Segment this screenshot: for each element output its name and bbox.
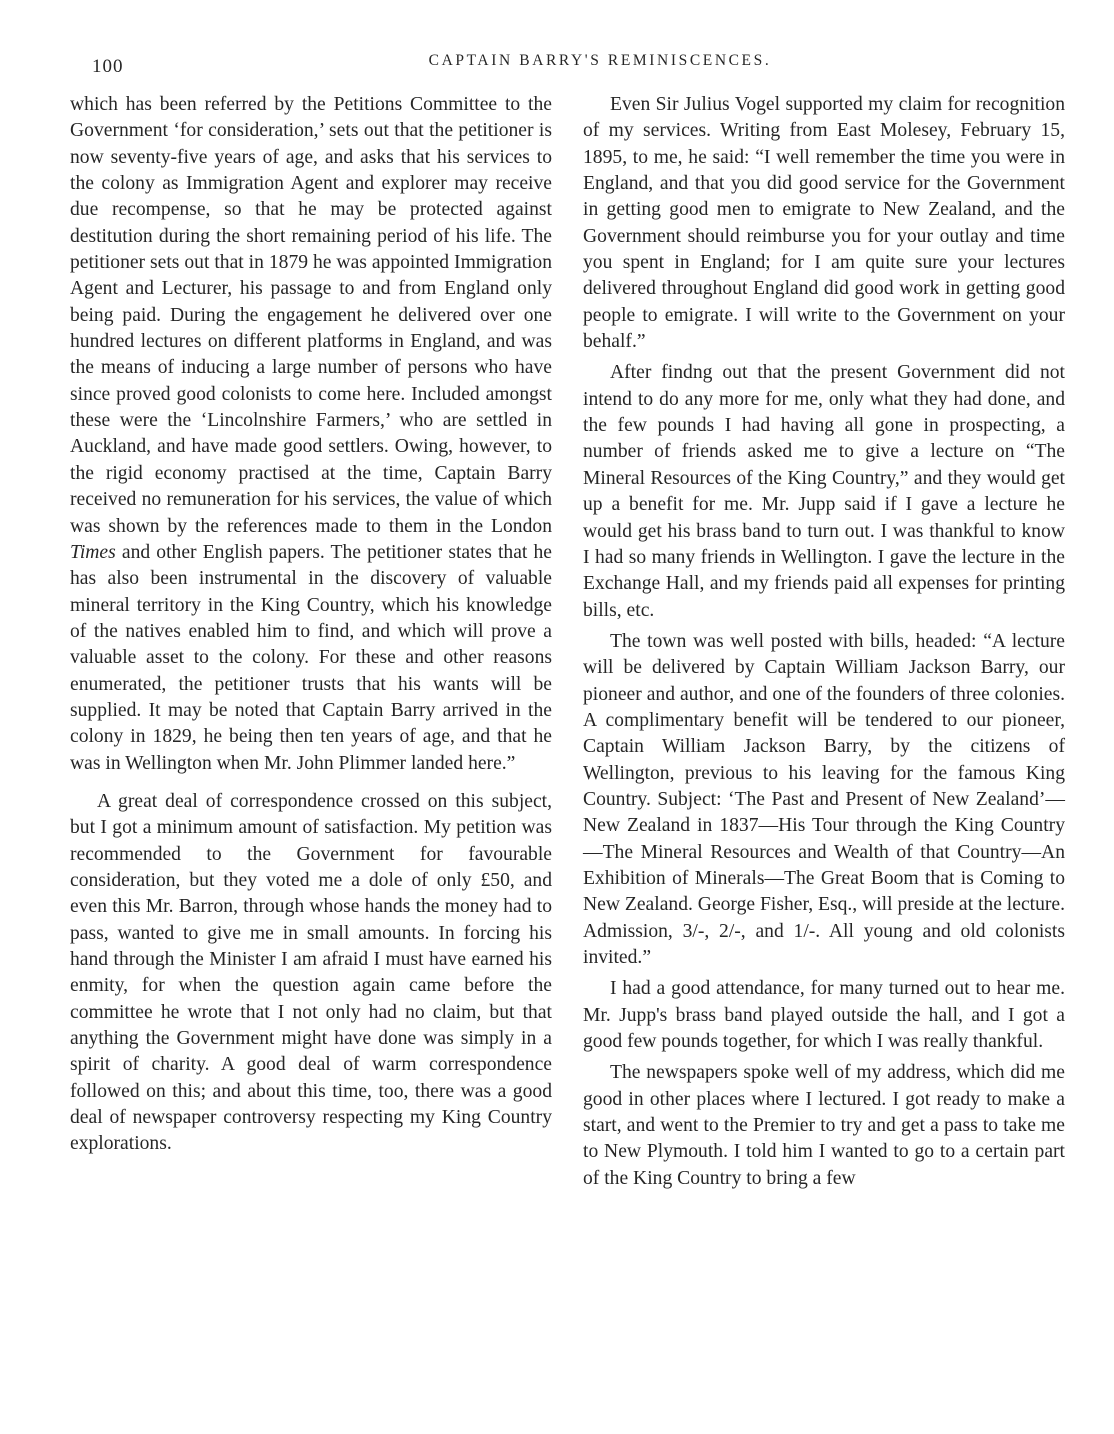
right-paragraph-3: The town was well posted with bills, headed: “A lecture will be delivered by Captain William Jackson Barry, our pioneer and author, and one of the founders of three colonies. A complimentary benefit will be tendered to our pioneer, Captain William Jackson Barry, by the citizens of Wellington, previous to his leaving for the famous King Country. Subject: ‘The Past and Present of New Zealand’—New Zealand in 1837—His Tour through the King Country—The Mineral Resources and Wealth of that Country—An Exhibition of Minerals—The Great Boom that is Coming to New Zealand. George Fisher, Esq., will preside at the lecture. Admission, 3/-, 2/-, and 1/-. All young and old colonists invited.” xyxy=(583,630,1066,968)
left-paragraph-1-text-b: and other English papers. The petitioner states that he has also been instrumental in the discovery of valuable mineral territory in the King Country, which his knowledge of the natives enabled him to find, and which will prove a valuable asset to the colony. For these and other reasons enumerated, the petitioner trusts that his wants will be supplied. It may be noted that Captain Barry arrived in the colony in 1829, he being then ten years of age, and that he was in Wellington when Mr. John Plimmer landed here.” xyxy=(70,541,552,774)
left-paragraph-2: A great deal of correspondence crossed on this subject, but I got a minimum amount of satisfaction. My petition was recommended to the Government for favourable consideration, but they voted me a dole of only £50, and even this Mr. Barron, through whose hands the money had to pass, wanted to give me in small amounts. In forcing his hand through the Minister I am afraid I must have earned his enmity, for when the question again came before the committee he wrote that I not only had no claim, but that anything the Government might have done was simply in a spirit of charity. A good deal of warm correspondence followed on this; and about this time, too, there was a good deal of newspaper controversy respecting my King Country explorations. xyxy=(70,790,552,1155)
right-column xyxy=(583,92,1065,1192)
left-column xyxy=(70,92,552,1158)
right-paragraph-5: The newspapers spoke well of my address, which did me good in other places where I lectured. I got ready to make a start, and went to the Premier to try and get a pass to take me to New Plymouth. I told him I wanted to go to a certain part of the King Country to bring a few xyxy=(583,1062,1065,1189)
left-paragraph-1-text-a: which has been referred by the Petitions Committee to the Government ‘for consideration,’ sets out that the petitioner is now seventy-five years of age, and asks that his services to the colony as Immigration Agent and explorer may receive due recompense, so that he may be protected against destitution during the short remaining period of his life. The petitioner sets out that in 1879 he was appointed Immigration Agent and Lecturer, his passage to and from England only being paid. During the engagement he delivered over one hundred lectures on different platforms in England, and was the means of inducing a large number of persons who have since proved good colonists to come here. Included amongst these were the ‘Lincolnshire Farmers,’ who are settled in Auckland, and have made good settlers. Owing, however, to the rigid economy practised at the time, Captain Barry received no remuneration for his services, the value of which was shown by the references made to them in the London xyxy=(70,94,552,537)
left-paragraph-1 xyxy=(70,92,552,777)
right-paragraph-4: I had a good attendance, for many turned out to hear me. Mr. Jupp's brass band played outside the hall, and I got a good few pounds together, for which I was really thankful. xyxy=(583,978,1065,1053)
right-paragraph-2: After findng out that the present Government did not intend to do any more for me, only what they had done, and the few pounds I had having all gone in prospecting, a number of friends asked me to give a lecture on “The Mineral Resources of the King Country,” and they would get up a benefit for me. Mr. Jupp said if I gave a lecture he would get his brass band to turn out. I was thankful to know I had so many friends in Wellington. I gave the lecture in the Exchange Hall, and my friends paid all expenses for printing bills, etc. xyxy=(583,362,1065,621)
page-number: 100 xyxy=(92,56,124,77)
times-newspaper-title: Times xyxy=(70,541,116,563)
running-head-title: CAPTAIN BARRY'S REMINISCENCES. xyxy=(428,52,772,69)
right-paragraph-1: Even Sir Julius Vogel supported my claim for recognition of my services. Writing from East Molesey, February 15, 1895, to me, he said: “I well remember the time you were in England, and that you did good service for the Government in getting good men to emigrate to New Zealand, and the Government should reimburse you for your outlay and time you spent in England; for I am quite sure your lectures delivered throughout England did good work in getting good people to emigrate. I will write to the Government on your behalf.” xyxy=(583,94,1065,353)
